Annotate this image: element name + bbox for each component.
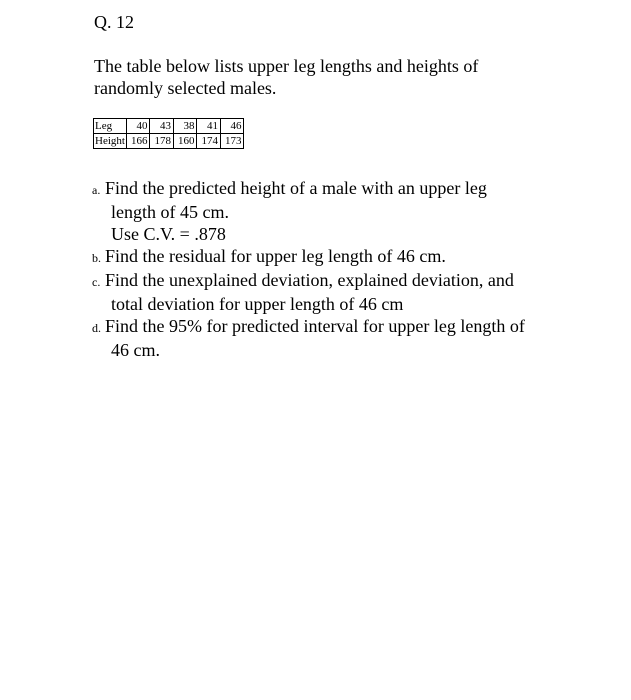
part-text: Find the 95% for predicted interval for upper leg length of [105,316,525,336]
table-cell: 166 [126,134,150,149]
intro-line: The table below lists upper leg lengths and heights of [94,56,479,76]
table-cell: 43 [150,119,174,134]
table-cell: 41 [197,119,221,134]
part-text-continued: Use C.V. = .878 [111,224,226,244]
part-text-continued: 46 cm. [111,340,160,360]
part-a [92,177,525,245]
table-row-height [94,134,244,149]
table-row-leg [94,119,244,134]
table-cell: 160 [173,134,197,149]
table-cell: 40 [126,119,150,134]
part-d [92,315,525,361]
row-label: Leg [94,119,127,134]
part-text: Find the predicted height of a male with an upper leg [105,178,487,198]
intro-line: randomly selected males. [94,78,277,98]
part-text-continued: length of 45 cm. [111,202,229,222]
part-text: Find the residual for upper leg length of 46 cm. [105,246,446,266]
row-label: Height [95,134,125,147]
part-text-continued: total deviation for upper length of 46 cm [111,294,404,314]
table-cell: 173 [220,134,244,149]
part-text: Find the unexplained deviation, explained deviation, and [105,270,514,290]
part-marker: c. [92,275,101,289]
part-marker: b. [92,251,101,265]
table-cell: 178 [150,134,174,149]
table-cell: 174 [197,134,221,149]
part-b [92,245,525,269]
table-cell: 38 [173,119,197,134]
part-c [92,269,525,315]
leg-height-table [93,118,244,149]
question-intro [94,55,478,99]
part-marker: d. [92,321,101,335]
part-marker: a. [92,183,101,197]
question-number: Q. 12 [94,12,134,32]
table-cell: 46 [220,119,244,134]
question-parts [92,177,525,361]
